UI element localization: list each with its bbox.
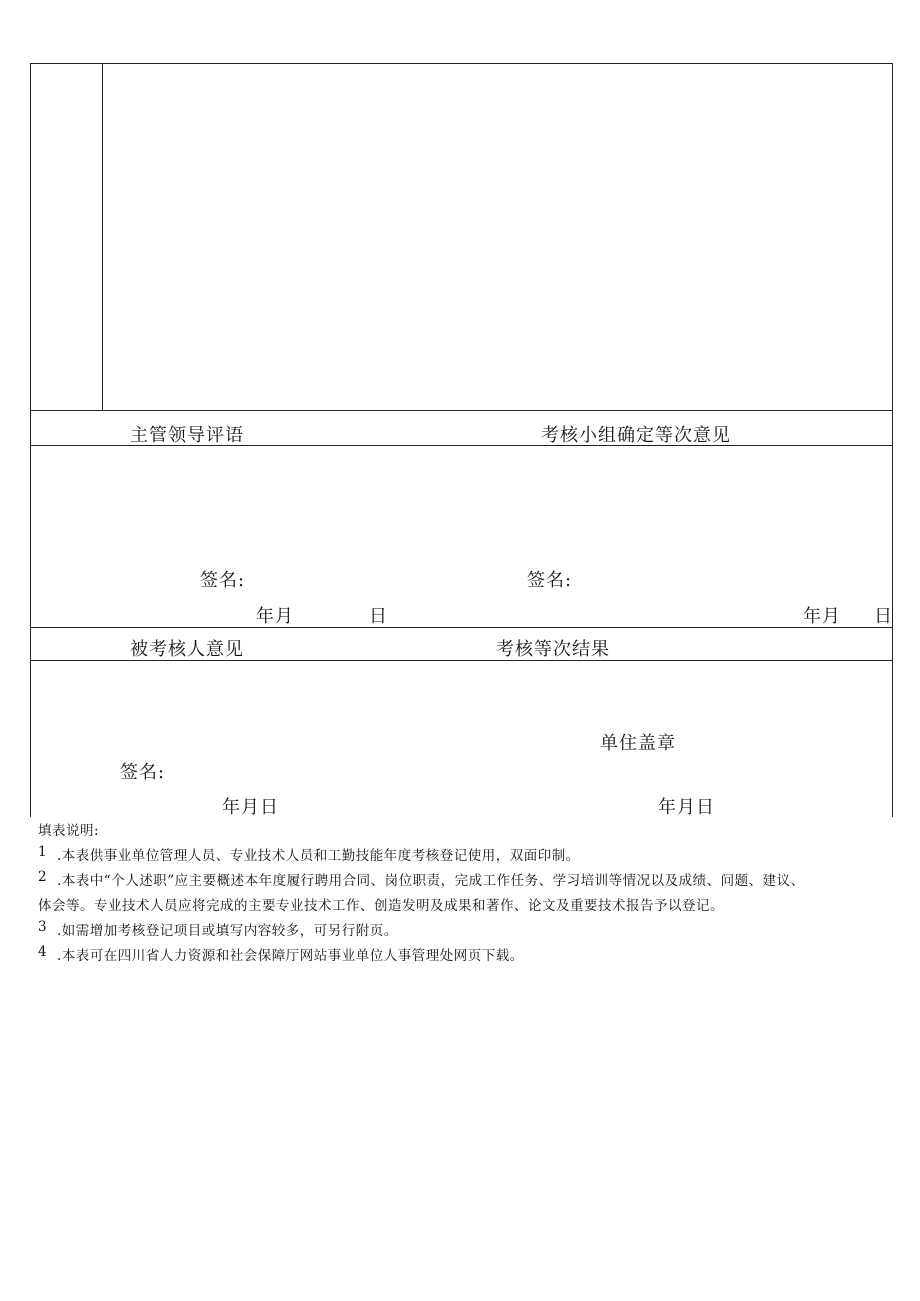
instruction-text-continued: 体会等。专业技术人员应将完成的主要专业技术工作、创造发明及成果和著作、论文及重要技术报告予以登记。 (38, 898, 724, 914)
instruction-text: .本表可在四川省人力资源和社会保障厅网站事业单位人事管理处网页下载。 (57, 948, 524, 964)
supervisor-comment-heading: 主管领导评语 (130, 425, 244, 446)
table-right-border (892, 63, 893, 817)
instruction-number: 4 (38, 944, 48, 960)
instruction-number: 1 (38, 844, 48, 860)
committee-signature-label: 签名: (527, 570, 573, 591)
instruction-text: .本表中“个人述职”应主要概述本年度履行聘用合同、岗位职责，完成工作任务、学习培训等情况以及成绩、问题、建议、 (57, 873, 805, 889)
table-left-border (30, 63, 31, 817)
supervisor-date-day: 日 (369, 606, 388, 627)
instruction-text: .如需增加考核登记项目或填写内容较多，可另行附页。 (57, 923, 398, 939)
row-divider (30, 627, 893, 628)
row-divider (30, 410, 893, 411)
instruction-text: .本表供事业单位管理人员、专业技术人员和工勤技能年度考核登记使用，双面印制。 (57, 848, 580, 864)
committee-date-year-month: 年月 (803, 606, 841, 627)
instruction-number: 2 (38, 869, 48, 885)
unit-stamp-label: 单住盖章 (600, 733, 676, 754)
committee-opinion-heading: 考核小组确定等次意见 (541, 425, 731, 446)
table-top-border (30, 63, 893, 64)
result-date: 年月日 (658, 797, 715, 818)
instructions-title: 填表说明: (38, 823, 100, 839)
supervisor-date-year-month: 年月 (256, 606, 294, 627)
label-column-divider (102, 63, 103, 410)
supervisor-signature-label: 签名: (200, 570, 246, 591)
instruction-number: 3 (38, 919, 48, 935)
committee-date-day: 日 (874, 606, 893, 627)
appraisee-signature-label: 签名: (120, 762, 166, 783)
appraisee-opinion-heading: 被考核人意见 (130, 639, 244, 660)
appraisal-result-heading: 考核等次结果 (496, 639, 610, 660)
appraisee-date: 年月日 (222, 797, 279, 818)
